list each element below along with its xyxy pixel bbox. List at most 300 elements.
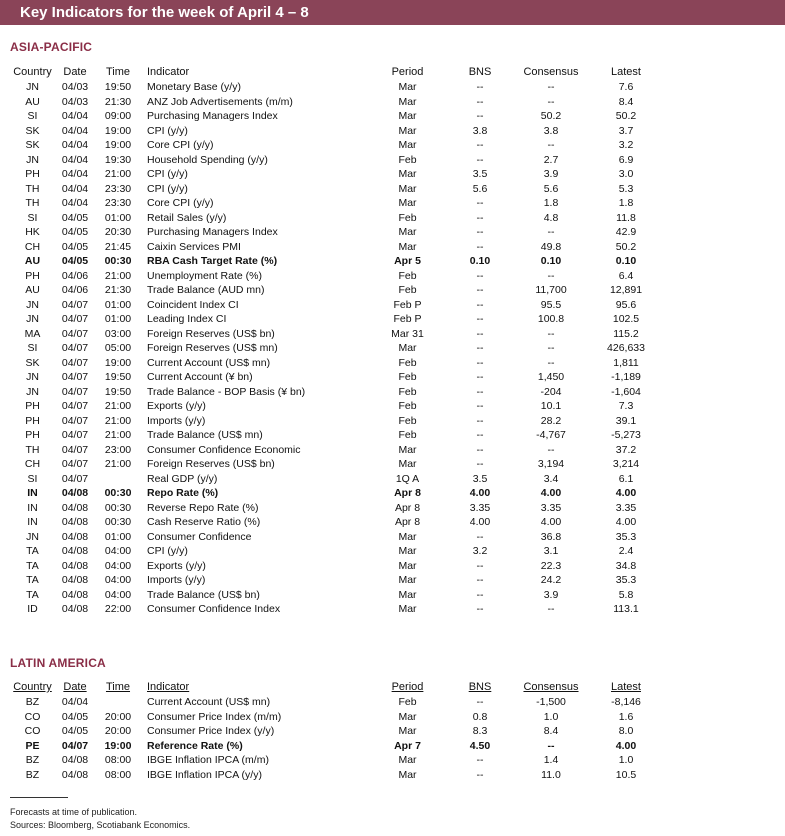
cell-country: MA xyxy=(24,327,41,340)
cell-country: PH xyxy=(25,400,40,412)
table-row xyxy=(10,167,660,182)
cell-time xyxy=(95,695,141,710)
cell-latest: 4.00 xyxy=(615,739,637,752)
cell-consensus: 36.8 xyxy=(540,530,562,543)
cell-date: 04/03 xyxy=(61,95,89,108)
cell-country: CO xyxy=(24,725,41,737)
cell-period: 1Q A xyxy=(395,472,420,485)
cell-bns: -- xyxy=(476,197,484,209)
cell-consensus: 3.8 xyxy=(543,124,559,137)
cell-country: SI xyxy=(27,342,38,354)
cell-country: CH xyxy=(24,240,41,253)
table-row xyxy=(10,457,660,472)
cell-country: BZ xyxy=(25,754,40,766)
cell-period: Mar xyxy=(398,182,417,195)
table-header-row xyxy=(10,65,660,80)
cell-country: PH xyxy=(25,429,40,441)
cell-time: 21:45 xyxy=(104,240,132,253)
cell-latest: 35.3 xyxy=(615,574,637,586)
table-row xyxy=(10,602,660,617)
cell-indicator: Retail Sales (y/y) xyxy=(147,211,227,224)
cell-consensus: -- xyxy=(547,95,555,108)
cell-bns: -- xyxy=(476,696,484,708)
cell-country: TH xyxy=(25,443,40,456)
cell-country: JN xyxy=(26,153,39,166)
cell-indicator: Current Account (US$ mn) xyxy=(147,356,271,369)
cell-latest: 95.6 xyxy=(615,298,637,311)
cell-country: JN xyxy=(26,298,39,311)
cell-period: Mar xyxy=(398,226,417,238)
cell-date: 04/06 xyxy=(61,284,89,296)
cell-indicator: Imports (y/y) xyxy=(147,574,206,586)
cell-period: Mar xyxy=(398,559,417,572)
cell-period: Feb xyxy=(398,211,417,224)
banner-title: Key Indicators for the week of April 4 – 8 xyxy=(20,4,309,21)
cell-consensus: 22.3 xyxy=(540,559,562,572)
cell-time: 01:00 xyxy=(104,211,132,224)
cell-country: SK xyxy=(25,139,40,151)
cell-period: Mar xyxy=(398,545,417,557)
cell-bns: -- xyxy=(476,313,484,325)
cell-period: Apr 8 xyxy=(394,501,421,514)
cell-latest: 50.2 xyxy=(615,110,637,122)
cell-country: HK xyxy=(25,226,40,238)
cell-indicator: Exports (y/y) xyxy=(147,400,206,412)
cell-period: Mar xyxy=(398,603,417,615)
table-row xyxy=(10,182,660,197)
cell-indicator: CPI (y/y) xyxy=(147,124,188,137)
cell-latest: 0.10 xyxy=(615,255,637,267)
cell-latest: 5.3 xyxy=(618,182,634,195)
cell-bns: -- xyxy=(476,443,484,456)
table-row xyxy=(10,95,660,110)
cell-latest: 102.5 xyxy=(612,313,640,325)
table-row xyxy=(10,370,660,385)
cell-time: 19:50 xyxy=(104,81,132,93)
cell-date: 04/08 xyxy=(61,530,89,543)
cell-consensus: 5.6 xyxy=(543,182,559,195)
cell-indicator: Imports (y/y) xyxy=(147,414,206,427)
cell-date: 04/05 xyxy=(61,240,89,253)
table-row xyxy=(10,298,660,313)
cell-latest: 37.2 xyxy=(615,443,637,456)
cell-period: Feb xyxy=(398,153,417,166)
cell-country: AU xyxy=(25,284,40,296)
table-row xyxy=(10,753,660,768)
cell-time: 23:30 xyxy=(104,182,132,195)
cell-period: Feb xyxy=(398,371,417,383)
cell-latest: 3.7 xyxy=(618,124,634,137)
cell-bns: -- xyxy=(476,95,484,108)
cell-bns: -- xyxy=(476,298,484,311)
cell-country: AU xyxy=(25,95,40,108)
cell-consensus: 11,700 xyxy=(535,284,567,296)
cell-latest: 11.8 xyxy=(616,211,636,224)
cell-consensus: 3.35 xyxy=(540,501,562,514)
cell-consensus: -1,500 xyxy=(536,696,566,708)
table-row xyxy=(10,739,660,754)
cell-consensus: 3.4 xyxy=(543,472,559,485)
header-indicator: Indicator xyxy=(147,681,190,693)
cell-country: SI xyxy=(27,211,38,224)
header-time: Time xyxy=(105,681,131,693)
table-row xyxy=(10,443,660,458)
table-row xyxy=(10,196,660,211)
cell-date: 04/04 xyxy=(61,168,89,180)
cell-period: Mar xyxy=(398,458,417,470)
cell-latest: -1,189 xyxy=(611,371,641,383)
table-row xyxy=(10,530,660,545)
cell-bns: 3.2 xyxy=(472,545,488,557)
cell-consensus: 11.0 xyxy=(541,768,561,781)
cell-date: 04/05 xyxy=(61,255,89,267)
cell-indicator: Coincident Index CI xyxy=(147,298,239,311)
cell-time xyxy=(95,472,141,487)
table-row xyxy=(10,356,660,371)
cell-time: 20:30 xyxy=(104,226,132,238)
header-country: Country xyxy=(13,66,52,78)
cell-period: Mar xyxy=(398,710,417,723)
cell-date: 04/07 xyxy=(61,443,89,456)
cell-consensus: 4.00 xyxy=(540,487,562,499)
cell-consensus: 95.5 xyxy=(540,298,562,311)
cell-time: 21:30 xyxy=(104,284,132,296)
cell-time: 19:00 xyxy=(104,124,132,137)
cell-date: 04/08 xyxy=(61,768,89,781)
cell-country: ID xyxy=(27,603,38,615)
cell-period: Mar xyxy=(398,168,417,180)
cell-time: 23:00 xyxy=(104,443,132,456)
cell-latest: 35.3 xyxy=(615,530,637,543)
cell-indicator: CPI (y/y) xyxy=(147,182,188,195)
cell-time: 22:00 xyxy=(104,603,132,615)
cell-indicator: Foreign Reserves (US$ bn) xyxy=(147,327,275,340)
cell-time: 19:50 xyxy=(104,371,132,383)
table-row xyxy=(10,153,660,168)
cell-time: 20:00 xyxy=(104,710,132,723)
header-latest: Latest xyxy=(611,681,641,693)
cell-time: 08:00 xyxy=(104,754,132,766)
cell-indicator: Purchasing Managers Index xyxy=(147,226,278,238)
cell-period: Mar xyxy=(398,725,417,737)
cell-consensus: -- xyxy=(547,739,555,752)
cell-time: 19:00 xyxy=(104,139,132,151)
header-indicator: Indicator xyxy=(147,66,190,78)
cell-period: Mar xyxy=(398,342,417,354)
cell-indicator: Foreign Reserves (US$ bn) xyxy=(147,458,275,470)
footnote-divider xyxy=(10,797,68,798)
cell-country: TA xyxy=(26,545,39,557)
cell-period: Mar xyxy=(398,197,417,209)
cell-indicator: Consumer Confidence xyxy=(147,530,252,543)
cell-time: 21:00 xyxy=(104,458,132,470)
cell-country: JN xyxy=(26,385,39,398)
cell-bns: -- xyxy=(476,356,484,369)
cell-bns: 4.00 xyxy=(469,516,491,528)
table-row xyxy=(10,501,660,516)
cell-date: 04/07 xyxy=(61,429,89,441)
cell-period: Feb xyxy=(398,400,417,412)
cell-indicator: Current Account (US$ mn) xyxy=(147,696,271,708)
cell-latest: 39.1 xyxy=(615,414,637,427)
cell-date: 04/07 xyxy=(61,458,89,470)
table-row xyxy=(10,138,660,153)
cell-consensus: -- xyxy=(547,356,555,369)
cell-consensus: 8.4 xyxy=(543,725,559,737)
table-row xyxy=(10,486,660,501)
cell-indicator: Reverse Repo Rate (%) xyxy=(147,501,259,514)
cell-period: Mar xyxy=(398,530,417,543)
cell-latest: 42.9 xyxy=(615,226,637,238)
cell-country: JN xyxy=(26,371,39,383)
cell-bns: -- xyxy=(476,530,484,543)
cell-date: 04/07 xyxy=(61,400,89,412)
cell-bns: -- xyxy=(476,269,484,282)
cell-latest: 8.0 xyxy=(618,725,634,737)
table-row xyxy=(10,109,660,124)
cell-period: Mar xyxy=(398,754,417,766)
cell-country: CO xyxy=(24,710,41,723)
cell-date: 04/04 xyxy=(61,696,89,708)
cell-date: 04/07 xyxy=(61,298,89,311)
cell-bns: -- xyxy=(476,574,484,586)
cell-latest: 1.6 xyxy=(618,710,634,723)
table-row xyxy=(10,588,660,603)
cell-period: Mar xyxy=(398,139,417,151)
cell-period: Feb xyxy=(398,385,417,398)
cell-bns: -- xyxy=(476,211,484,224)
cell-latest: 1.8 xyxy=(618,197,634,209)
cell-bns: -- xyxy=(476,603,484,615)
cell-country: SK xyxy=(25,124,40,137)
cell-date: 04/07 xyxy=(61,385,89,398)
cell-country: SI xyxy=(27,110,38,122)
cell-time: 21:00 xyxy=(104,168,132,180)
cell-period: Feb xyxy=(398,414,417,427)
table-row xyxy=(10,414,660,429)
cell-date: 04/08 xyxy=(61,487,89,499)
cell-indicator: CPI (y/y) xyxy=(147,168,188,180)
cell-period: Mar xyxy=(398,95,417,108)
cell-date: 04/04 xyxy=(61,153,89,166)
cell-latest: 8.4 xyxy=(618,95,634,108)
cell-country: TH xyxy=(25,182,40,195)
cell-latest: -8,146 xyxy=(611,696,641,708)
cell-indicator: Purchasing Managers Index xyxy=(147,110,278,122)
cell-indicator: Trade Balance - BOP Basis (¥ bn) xyxy=(147,385,306,398)
cell-bns: -- xyxy=(476,458,484,470)
cell-date: 04/04 xyxy=(61,182,89,195)
cell-bns: -- xyxy=(476,139,484,151)
cell-indicator: Exports (y/y) xyxy=(147,559,206,572)
cell-period: Feb xyxy=(398,429,417,441)
table-row xyxy=(10,211,660,226)
cell-country: PH xyxy=(25,269,40,282)
cell-indicator: Consumer Price Index (y/y) xyxy=(147,725,275,737)
header-consensus: Consensus xyxy=(523,681,579,693)
cell-country: JN xyxy=(26,313,39,325)
cell-bns: -- xyxy=(476,385,484,398)
cell-bns: -- xyxy=(476,342,484,354)
cell-date: 04/04 xyxy=(61,110,89,122)
cell-country: PH xyxy=(25,414,40,427)
cell-country: AU xyxy=(24,255,41,267)
table-row xyxy=(10,124,660,139)
cell-latest: -5,273 xyxy=(611,429,641,441)
cell-date: 04/07 xyxy=(61,414,89,427)
cell-latest: 34.8 xyxy=(615,559,637,572)
table-row xyxy=(10,573,660,588)
cell-period: Feb P xyxy=(393,313,422,325)
cell-bns: -- xyxy=(476,588,484,601)
cell-date: 04/07 xyxy=(61,371,89,383)
cell-time: 01:00 xyxy=(104,530,132,543)
cell-bns: -- xyxy=(476,371,484,383)
cell-consensus: 0.10 xyxy=(540,255,562,267)
cell-country: PE xyxy=(25,739,40,752)
cell-bns: -- xyxy=(476,153,484,166)
asia-pacific-table xyxy=(10,65,660,617)
cell-bns: 0.8 xyxy=(472,710,488,723)
cell-date: 04/07 xyxy=(61,739,89,752)
footnote-sources: Sources: Bloomberg, Scotiabank Economics. xyxy=(10,820,191,830)
cell-country: IN xyxy=(27,487,38,499)
cell-bns: -- xyxy=(476,754,484,766)
cell-latest: 3.2 xyxy=(618,139,634,151)
cell-latest: 426,633 xyxy=(607,342,645,354)
cell-period: Feb xyxy=(398,284,417,296)
cell-bns: -- xyxy=(476,110,484,122)
cell-date: 04/08 xyxy=(61,603,89,615)
table-row xyxy=(10,385,660,400)
cell-date: 04/05 xyxy=(61,710,89,723)
cell-date: 04/07 xyxy=(61,313,89,325)
cell-period: Apr 5 xyxy=(394,255,421,267)
table-row xyxy=(10,710,660,725)
cell-country: IN xyxy=(27,516,38,528)
cell-date: 04/08 xyxy=(61,588,89,601)
cell-period: Feb P xyxy=(393,298,422,311)
cell-date: 04/07 xyxy=(61,472,89,485)
cell-indicator: ANZ Job Advertisements (m/m) xyxy=(147,95,293,108)
table-row xyxy=(10,225,660,240)
cell-time: 19:50 xyxy=(104,385,132,398)
cell-time: 08:00 xyxy=(104,768,132,781)
cell-country: TA xyxy=(26,559,39,572)
cell-latest: 4.00 xyxy=(615,516,637,528)
cell-time: 19:30 xyxy=(104,153,132,166)
cell-country: TA xyxy=(26,574,39,586)
cell-date: 04/08 xyxy=(61,516,89,528)
cell-consensus: -- xyxy=(547,603,555,615)
cell-consensus: -- xyxy=(547,269,555,282)
cell-latest: 115.2 xyxy=(613,327,639,340)
cell-latest: 50.2 xyxy=(615,240,637,253)
cell-indicator: Consumer Confidence Economic xyxy=(147,443,301,456)
cell-period: Feb xyxy=(398,269,417,282)
cell-bns: -- xyxy=(476,429,484,441)
cell-date: 04/05 xyxy=(61,725,89,737)
cell-time: 19:00 xyxy=(104,356,132,369)
cell-latest: 3.0 xyxy=(618,168,634,180)
cell-bns: -- xyxy=(476,284,484,296)
cell-time: 00:30 xyxy=(104,255,132,267)
cell-consensus: 2.7 xyxy=(543,153,559,166)
table-header-row xyxy=(10,680,660,695)
table-row xyxy=(10,724,660,739)
table-row xyxy=(10,269,660,284)
cell-consensus: -- xyxy=(547,81,555,93)
cell-time: 21:00 xyxy=(104,269,132,282)
table-row xyxy=(10,341,660,356)
table-row xyxy=(10,80,660,95)
header-date: Date xyxy=(63,681,87,693)
cell-date: 04/07 xyxy=(61,327,89,340)
cell-bns: -- xyxy=(476,81,484,93)
cell-country: SI xyxy=(27,472,38,485)
table-row xyxy=(10,254,660,269)
cell-country: BZ xyxy=(25,768,40,781)
cell-period: Mar xyxy=(398,443,417,456)
cell-indicator: Reference Rate (%) xyxy=(147,739,243,752)
cell-bns: 3.35 xyxy=(469,501,491,514)
cell-period: Mar xyxy=(398,81,417,93)
header-country: Country xyxy=(13,681,52,693)
table-row xyxy=(10,283,660,298)
cell-bns: -- xyxy=(476,400,484,412)
cell-consensus: -- xyxy=(547,342,555,354)
cell-bns: 4.50 xyxy=(469,739,491,752)
table-row xyxy=(10,768,660,783)
cell-country: JN xyxy=(26,530,39,543)
cell-consensus: -- xyxy=(547,443,555,456)
table-row xyxy=(10,515,660,530)
latin-america-table xyxy=(10,680,660,782)
cell-bns: -- xyxy=(476,768,484,781)
cell-indicator: Foreign Reserves (US$ mn) xyxy=(147,342,278,354)
cell-indicator: Consumer Confidence Index xyxy=(147,603,281,615)
table-row xyxy=(10,327,660,342)
cell-country: CH xyxy=(24,458,41,470)
cell-indicator: Repo Rate (%) xyxy=(147,487,219,499)
cell-bns: 0.10 xyxy=(469,255,491,267)
cell-bns: 8.3 xyxy=(472,725,488,737)
cell-country: SK xyxy=(25,356,40,369)
cell-consensus: 10.1 xyxy=(540,400,562,412)
cell-time: 00:30 xyxy=(104,516,132,528)
cell-time: 05:00 xyxy=(104,342,132,354)
cell-indicator: Monetary Base (y/y) xyxy=(147,81,241,93)
cell-indicator: Trade Balance (AUD mn) xyxy=(147,284,265,296)
cell-bns: 4.00 xyxy=(469,487,491,499)
cell-consensus: 24.2 xyxy=(540,574,562,586)
cell-period: Apr 7 xyxy=(394,739,421,752)
cell-latest: 10.5 xyxy=(615,768,637,781)
footnote-forecasts: Forecasts at time of publication. xyxy=(10,807,138,817)
cell-date: 04/04 xyxy=(61,124,89,137)
cell-bns: 3.5 xyxy=(472,472,488,485)
cell-date: 04/05 xyxy=(61,211,89,224)
cell-latest: 6.9 xyxy=(618,153,634,166)
cell-country: IN xyxy=(27,501,38,514)
cell-consensus: 100.8 xyxy=(537,313,565,325)
cell-date: 04/05 xyxy=(61,226,89,238)
cell-period: Mar xyxy=(398,124,417,137)
cell-latest: 3,214 xyxy=(612,458,640,470)
header-period: Period xyxy=(391,66,424,78)
cell-consensus: 50.2 xyxy=(540,110,562,122)
cell-date: 04/03 xyxy=(61,81,89,93)
